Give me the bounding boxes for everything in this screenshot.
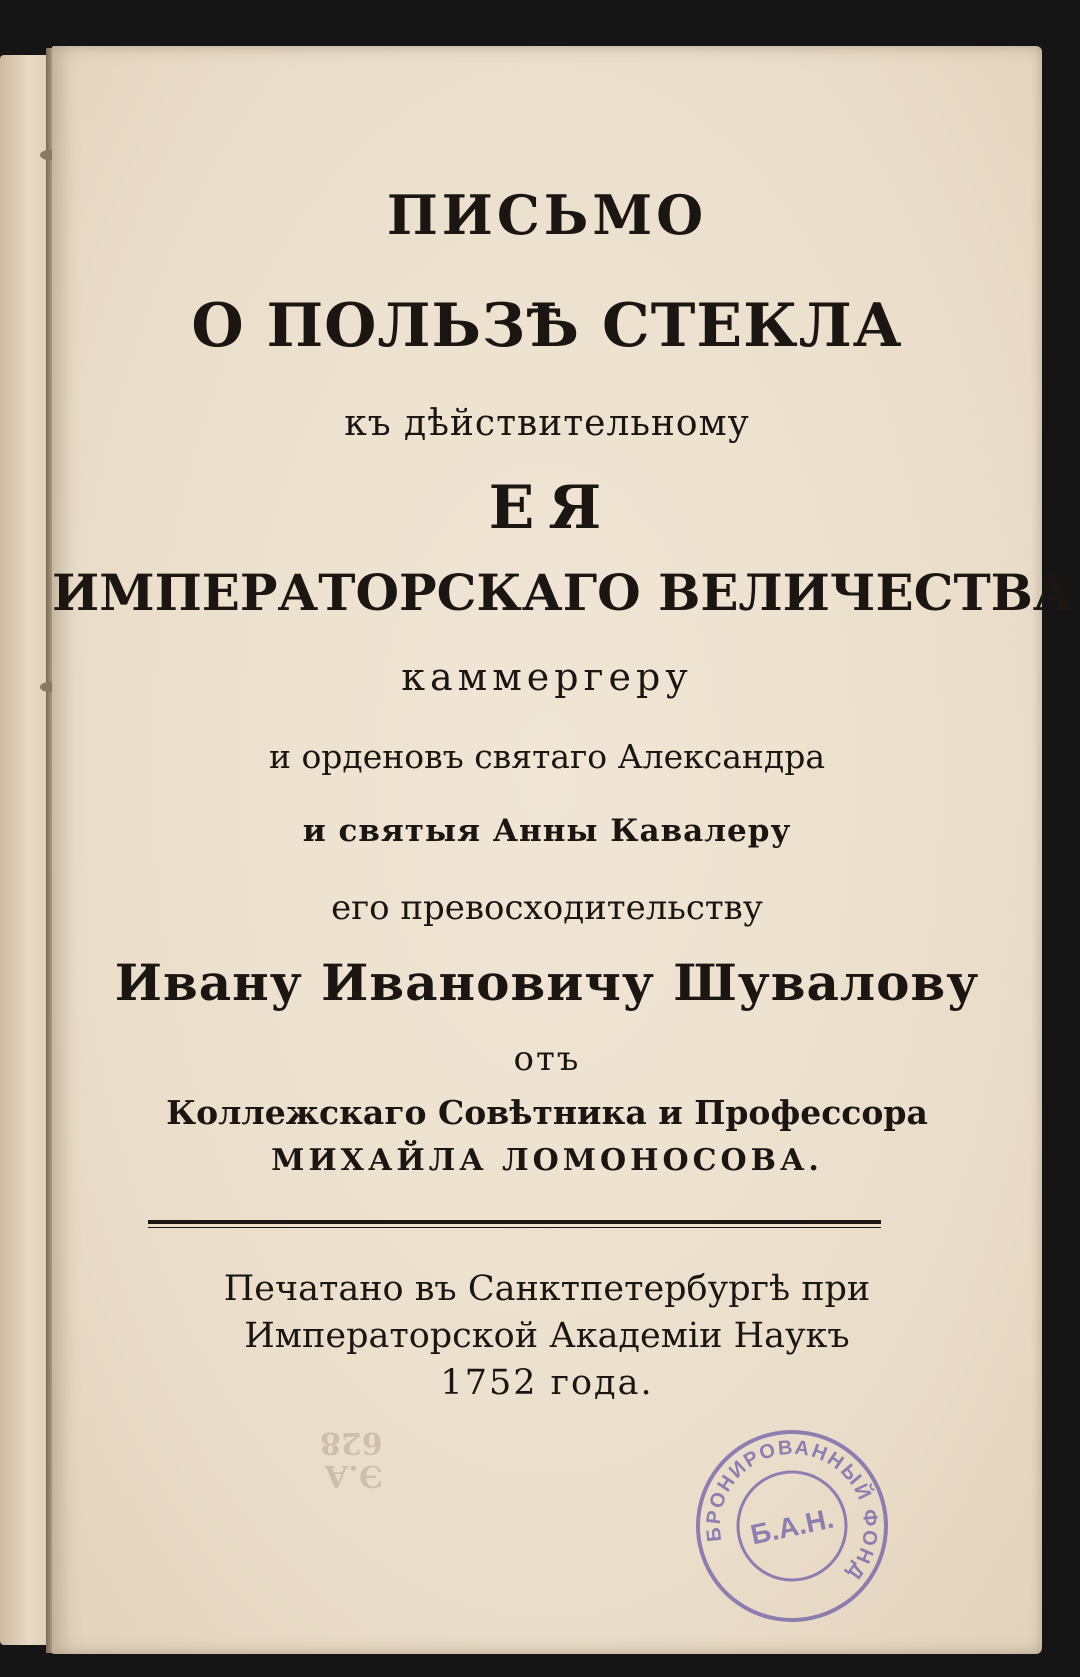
divider-rule-thin xyxy=(148,1227,881,1228)
stamp-center-text: Б.А.Н. xyxy=(747,1502,837,1551)
dedication-line-2: ЕЯ xyxy=(488,473,616,543)
from-line: отъ xyxy=(513,1039,581,1079)
dedication-line-7: его превосходительству xyxy=(331,888,763,928)
title-line-2: О ПОЛЬЗѢ СТЕКЛА xyxy=(191,291,903,361)
imprint-year: 1752 года. xyxy=(440,1363,654,1403)
dedication-line-4: каммергеру xyxy=(401,655,693,699)
facing-page-edge xyxy=(0,55,52,1645)
faint-show-through-mark: Э.А 628 xyxy=(320,1425,383,1493)
divider-rule xyxy=(148,1220,881,1224)
title-page xyxy=(52,46,1074,1654)
stamp-ring-text: БРОНИРОВАННЫЙ ФОНД xyxy=(702,1436,882,1585)
dedication-line-5: и орденовъ святаго Александра xyxy=(268,737,826,776)
imprint-line-2: Императорской Академіи Наукъ xyxy=(244,1316,850,1356)
dedicatee-name: Ивану Ивановичу Шувалову xyxy=(114,953,980,1012)
imprint-line-1: Печатано въ Санктпетербургѣ при xyxy=(223,1269,871,1309)
dedication-line-6: и святыя Анны Кавалеру xyxy=(302,813,792,849)
library-stamp xyxy=(673,1407,910,1644)
author-title: Коллежскаго Совѣтника и Профессора xyxy=(166,1093,928,1132)
title-line-1: ПИСЬМО xyxy=(386,183,708,247)
dedication-line-3: ИМПЕРАТОРСКАГО ВЕЛИЧЕСТВА xyxy=(52,563,1074,622)
author-name: МИХАЙЛА ЛОМОНОСОВА. xyxy=(271,1143,823,1178)
dedication-line-1: къ дѣйствительному xyxy=(344,403,750,444)
